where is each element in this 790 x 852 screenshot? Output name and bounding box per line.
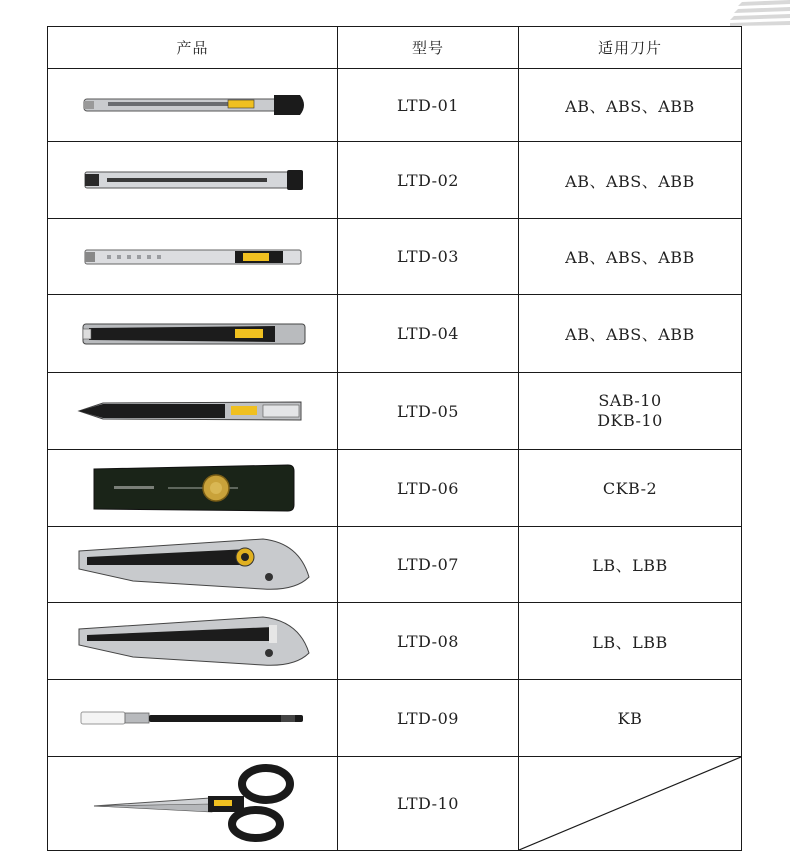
product-image-cell [48, 142, 338, 219]
heavy-duty-cutter-wheel-icon [73, 533, 313, 597]
table-row [48, 69, 742, 142]
blade-line: SAB-10 [598, 391, 662, 410]
model-cell: LTD-05 [338, 373, 519, 450]
blades-cell: LB、LBB [519, 527, 742, 603]
table-row [48, 680, 742, 757]
model-cell: LTD-07 [338, 527, 519, 603]
header-model: 型号 [338, 27, 519, 69]
scissors-icon [90, 764, 296, 844]
blades-cell: AB、ABS、ABB [519, 142, 742, 219]
table-header-row [48, 27, 742, 69]
product-image-cell [48, 295, 338, 373]
header-product: 产品 [48, 27, 338, 69]
model-cell: LTD-08 [338, 603, 519, 680]
product-spec-table [47, 26, 742, 851]
art-knife-icon [75, 703, 311, 733]
table-row [48, 295, 742, 373]
circle-blade-cutter-icon [88, 461, 298, 515]
black-metal-cutter-icon [75, 314, 311, 354]
table-row [48, 527, 742, 603]
blades-cell: AB、ABS、ABB [519, 295, 742, 373]
silver-cutter-icon [77, 160, 309, 200]
model-cell: LTD-02 [338, 142, 519, 219]
product-image-cell [48, 450, 338, 527]
heavy-duty-cutter-icon [73, 611, 313, 671]
blades-cell: AB、ABS、ABB [519, 219, 742, 295]
product-image-cell [48, 680, 338, 757]
product-image-cell [48, 603, 338, 680]
table-row [48, 757, 742, 851]
model-cell: LTD-01 [338, 69, 519, 142]
model-cell: LTD-03 [338, 219, 519, 295]
model-cell: LTD-04 [338, 295, 519, 373]
product-image-cell [48, 757, 338, 851]
table-row [48, 142, 742, 219]
product-image-cell [48, 219, 338, 295]
model-cell: LTD-09 [338, 680, 519, 757]
blades-cell [519, 373, 742, 450]
blades-cell: AB、ABS、ABB [519, 69, 742, 142]
blades-cell: CKB-2 [519, 450, 742, 527]
table-row [48, 373, 742, 450]
blades-cell-empty [519, 757, 742, 851]
product-image-cell [48, 527, 338, 603]
blades-cell: KB [519, 680, 742, 757]
stainless-cutter-icon [77, 237, 309, 277]
blades-cell: LB、LBB [519, 603, 742, 680]
corner-stripes-decoration [730, 0, 790, 26]
diagonal-slash-line [519, 757, 741, 850]
product-image-cell [48, 69, 338, 142]
product-image-cell [48, 373, 338, 450]
pointed-blade-cutter-icon [75, 391, 311, 431]
model-cell: LTD-06 [338, 450, 519, 527]
header-blades: 适用刀片 [519, 27, 742, 69]
table-row [48, 603, 742, 680]
model-cell: LTD-10 [338, 757, 519, 851]
table-row [48, 450, 742, 527]
table-row [48, 219, 742, 295]
blade-line: DKB-10 [597, 411, 663, 430]
slim-metal-cutter-icon [78, 85, 308, 125]
